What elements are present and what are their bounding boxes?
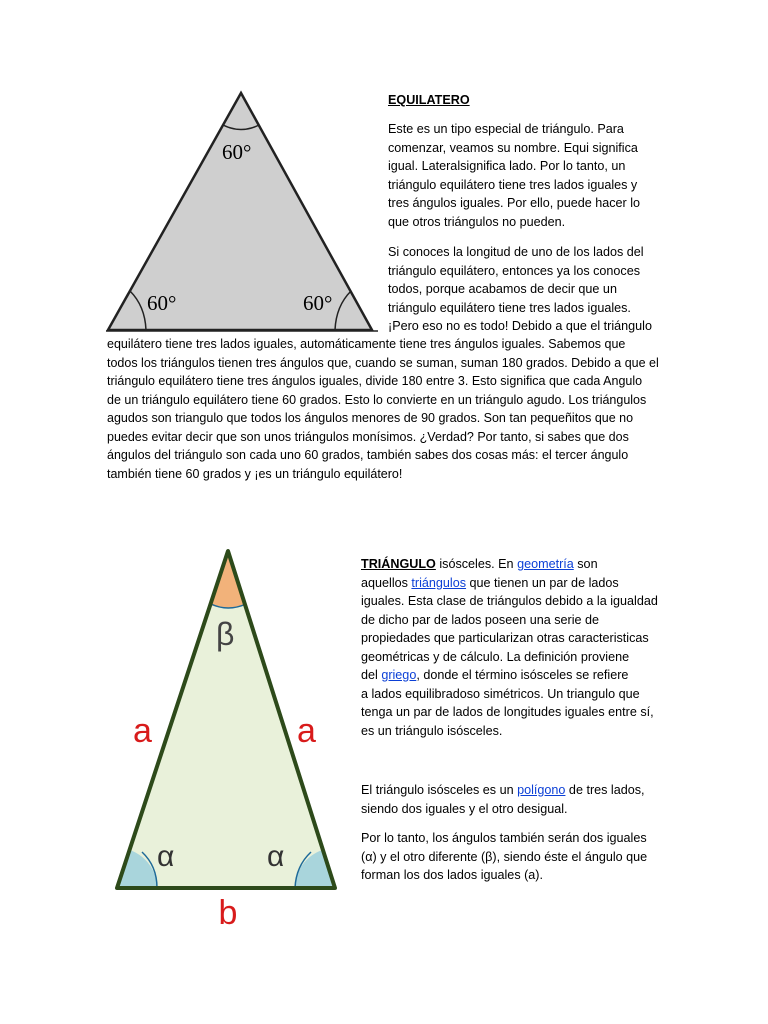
paragraph-line: Por lo tanto, los ángulos también serán dos iguales (361, 831, 647, 845)
paragraph-line: siendo dos iguales y el otro desigual. (361, 801, 568, 816)
paragraph-line: agudos son triangulo que todos los ángulos menores de 90 grados. Son tan pequeñitos que no (107, 411, 634, 425)
isosceles-base-label: b (218, 894, 238, 932)
paragraph-line: geométricas y de cálculo. La definición proviene (361, 649, 630, 664)
paragraph-line: todos los triángulos tienen tres ángulos que, cuando se suman, suman 180 grados. Debido a que el (107, 355, 659, 370)
isosceles-paragraph-1 (361, 555, 658, 740)
paragraph-line (361, 666, 658, 685)
isosceles-paragraph-2 (361, 781, 645, 818)
isosceles-top-angle-label: β (216, 616, 235, 652)
text-span: son (573, 557, 598, 571)
paragraph-line: (α) y el otro diferente (β), siendo éste el ángulo que (361, 849, 648, 864)
text-span: isósceles. En (435, 557, 518, 571)
paragraph-line: tenga un par de lados de longitudes iguales entre sí, (361, 705, 654, 719)
paragraph-line: de un triángulo equilátero tiene 60 grados. Esto lo convierte en un triángulo agudo. Los triángulos (107, 392, 647, 407)
isosceles-right-side-label: a (297, 712, 316, 750)
paragraph-line: es un triángulo isósceles. (361, 723, 503, 738)
paragraph-line: ¡Pero eso no es todo! Debido a que el triángulo (388, 319, 652, 333)
equilateral-heading: EQUILATERO (388, 93, 470, 107)
equilateral-right-angle-label: 60° (303, 291, 333, 315)
text-span: , donde el término isósceles se refiere (416, 668, 629, 682)
paragraph-line: triángulo equilátero tiene tres ángulos iguales, divide 180 entre 3. Esto significa que cada Angulo (107, 374, 643, 388)
paragraph-line: Si conoces la longitud de uno de los lados del (388, 245, 644, 259)
paragraph-line: a lados equilibradoso simétricos. Un triangulo que (361, 686, 640, 701)
paragraph-line: igual. Lateralsignifica lado. Por lo tanto, un (388, 159, 626, 173)
griego-link[interactable]: griego (381, 668, 417, 682)
equilateral-left-angle-label: 60° (147, 291, 177, 315)
paragraph-line: triángulo equilátero tiene tres lados iguales y (388, 177, 638, 192)
paragraph-line: comenzar, veamos su nombre. Equi significa (388, 140, 638, 155)
text-span: de tres lados, (565, 783, 645, 797)
paragraph-line: tres ángulos iguales. Por ello, puede hacer lo (388, 196, 641, 210)
paragraph-line: que otros triángulos no pueden. (388, 214, 566, 229)
text-span: que tienen un par de lados (466, 575, 619, 590)
isosceles-paragraph-3 (361, 829, 647, 885)
isosceles-left-side-label: a (133, 712, 152, 750)
paragraph-line: triángulo equilátero tiene tres lados iguales. (388, 300, 631, 315)
paragraph-line (361, 781, 645, 800)
text-span: aquellos (361, 575, 412, 590)
paragraph-line: propiedades que particularizan otras caracteristicas (361, 631, 649, 645)
paragraph-line: todos, porque acabamos de decir que un (388, 282, 617, 296)
paragraph-line: puedes evitar decir que son unos triángulos monísimos. ¿Verdad? Por tanto, si sabes que dos (107, 429, 629, 444)
paragraph-line: iguales. Esta clase de triángulos debido a la igualdad (361, 594, 658, 608)
paragraph-line: de dicho par de lados poseen una serie de (361, 612, 600, 627)
isosceles-left-angle-label: α (157, 840, 175, 873)
paragraph-line: ángulos del triángulo son cada uno 60 grados, también sabes dos cosas más: el tercer ángulo (107, 448, 629, 462)
triangulos-link[interactable]: triángulos (411, 575, 467, 590)
geometria-link[interactable]: geometría (517, 557, 574, 571)
text-span: del (361, 668, 382, 682)
paragraph-line: forman los dos lados iguales (a). (361, 868, 544, 882)
paragraph-line: equilátero tiene tres lados iguales, automáticamente tiene tres ángulos iguales. Sabemos que (107, 337, 626, 351)
text-span: El triángulo isósceles es un (361, 783, 518, 797)
paragraph-line: Este es un tipo especial de triángulo. Para (388, 122, 624, 136)
isosceles-heading: TRIÁNGULO (361, 557, 436, 571)
isosceles-right-angle-label: α (267, 840, 285, 873)
paragraph-line (361, 555, 658, 574)
equilateral-top-angle-label: 60° (222, 140, 252, 164)
paragraph-line (361, 574, 658, 593)
paragraph-line: triángulo equilátero, entonces ya los conoces (388, 263, 641, 278)
paragraph-line: también tiene 60 grados y ¡es un triángulo equilátero! (107, 466, 403, 481)
poligono-link[interactable]: polígono (517, 783, 566, 797)
